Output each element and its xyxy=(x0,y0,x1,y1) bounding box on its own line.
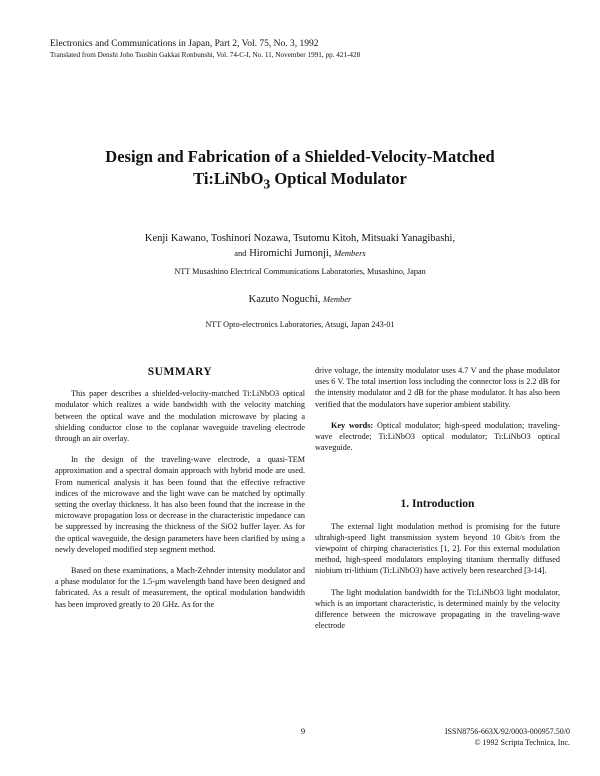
authors-and: and xyxy=(234,248,247,258)
keywords xyxy=(315,420,560,454)
keywords-label: Key words: xyxy=(331,420,374,430)
member-label: Member xyxy=(323,294,352,304)
intro-paragraph-2: The light modulation bandwidth for the Ti:LiNbO3 light modulator, which is an important characteristic, is determined mainly by the velocity difference between the microwave propagating in the traveling-wave electrode xyxy=(315,587,560,631)
summary-paragraph-1: This paper describes a shielded-velocity-matched Ti:LiNbO3 optical modulator which realizes a wide bandwidth with the velocity matching between the optical wave and the modulation microwave by placing a shielding conductor close to the coplanar waveguide traveling electrode through an air overlay. xyxy=(55,389,305,444)
authors-line-2 xyxy=(40,246,560,261)
journal-header xyxy=(50,38,570,60)
page-number: 9 xyxy=(300,726,306,736)
title-line-2 xyxy=(40,168,560,195)
affiliation-1: NTT Musashino Electrical Communications Laboratories, Musashino, Japan xyxy=(174,267,426,276)
summary-paragraph-2: In the design of the traveling-wave electrode, a quasi-TEM approximation and a spectral domain approach with hybrid mode are used. From numerical analysis it has been found that the effective refractive indices of the microwave and the light wave can be matched by optimally setting the overlay thickness. It has also been found that the increase in the microwave propagation loss or decrease in the characteristic impedance can be suppressed by increasing the thickness of the SiO2 buffer layer. As for the optical waveguide, the design parameters have been clarified by using a newly developed modified step segment method. xyxy=(55,455,305,554)
intro-paragraph-1: The external light modulation method is promising for the future ultrahigh-speed light transmission system beyond 10 Gbit/s from the viewpoint of chirping characteristics [1, 2]. For this external modulation method, high-speed modulators employing titanium thermally diffused niobium tri-lithium (Ti:LiNbO3) have actively been researched [3-14]. xyxy=(315,521,560,576)
authors-line-1: Kenji Kawano, Toshinori Nozawa, Tsutomu Kitoh, Mitsuaki Yanagibashi, xyxy=(144,233,456,244)
summary-paragraph-4: drive voltage, the intensity modulator uses 4.7 V and the phase modulator uses 6 V. The total insertion loss including the connector loss is 2.2 dB for the intensity modulator and 2 dB for the phase modulator. It has also been verified that the modulators have superior ambient stability. xyxy=(315,366,560,409)
authors-last-name: Hiromichi Jumonji, xyxy=(249,248,332,259)
title-formula-subscript: 3 xyxy=(263,176,271,192)
paper-title xyxy=(40,146,560,195)
author-block xyxy=(40,232,560,261)
introduction-heading: 1. Introduction xyxy=(400,498,475,511)
translated-from-line: Translated from Denshi Joho Tsushin Gakkai Ronbunshi, Vol. 74-C-I, No. 11, November 1991, pp. 421-428 xyxy=(50,51,361,59)
summary-paragraph-3: Based on these examinations, a Mach-Zehnder intensity modulator and a phase modulator for the 1.5-μm wavelength band have been designed and fabricated. As a result of measurement, the optical modulation bandwidth has been improved greatly to 20 GHz. As for the xyxy=(55,566,305,609)
affiliation-2: NTT Opto-electronics Laboratories, Atsugi, Japan 243-01 xyxy=(205,320,395,329)
title-line-1: Design and Fabrication of a Shielded-Velocity-Matched xyxy=(105,147,495,166)
members-label: Members xyxy=(334,248,366,258)
title-suffix: Optical Modulator xyxy=(270,169,407,188)
right-column xyxy=(315,365,560,641)
author-2-name: Kazuto Noguchi, xyxy=(248,294,321,305)
author-2 xyxy=(40,294,560,305)
summary-heading: SUMMARY xyxy=(147,366,213,378)
journal-line: Electronics and Communications in Japan, Part 2, Vol. 75, No. 3, 1992 xyxy=(50,39,319,49)
copyright: © 1992 Scripta Technica, Inc. xyxy=(474,738,570,747)
issn: ISSN8756-663X/92/0003-000957.50/0 xyxy=(444,727,570,736)
footer-copyright-block xyxy=(420,726,570,748)
left-column xyxy=(55,365,305,620)
title-formula: Ti:LiNbO xyxy=(193,169,264,188)
keywords-text: Optical modulator; high-speed modulation; traveling-wave electrode; Ti:LiNbO3 optical modulator; Ti:LiNbO3 optical waveguide. xyxy=(315,420,560,453)
